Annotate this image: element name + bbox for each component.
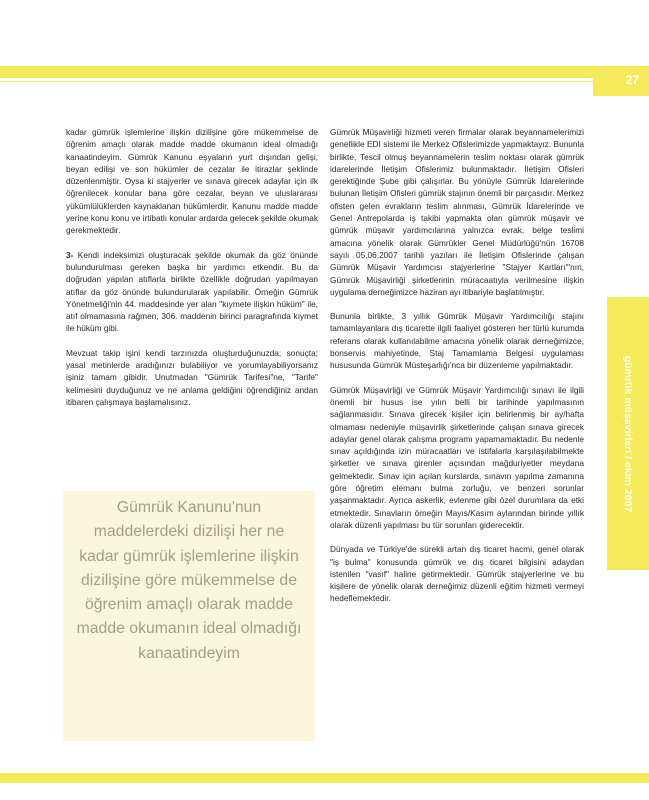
top-yellow-rule xyxy=(0,81,649,82)
pullquote-text: Gümrük Kanunu'nun maddelerdeki dizilişi her ne kadar gümrük işlemlerine ilişkin dizilişine göre mükemmelse de öğrenim amaçlı olarak madde madde okumanın ideal olmadığı kanaatindeyim xyxy=(76,499,302,662)
list-number: 3- xyxy=(66,249,74,260)
left-paragraph-2-text: Kendi indeksimizi oluşturacak şekilde okumak da göz önünde bulundurulması gereken başka bir yardımcı etkendir. Bu da doğrudan yapılan atıflarla birlikte özellikle doğrudan yapılmayan atıflar da göz önünde bulundurularak yapılabilir. Örneğin Gümrük Yönetmeliği'nin 44. maddesinde yer alan "kıymete ilişkin hüküm" ile, atıf olmamasına rağmen, 306. maddenin birinci paragrafında kıymet ile hüküm gibi. xyxy=(66,249,318,334)
top-yellow-band xyxy=(0,66,649,78)
page-number-box xyxy=(593,70,649,96)
pullquote-box xyxy=(63,491,315,741)
side-tab xyxy=(607,297,649,570)
right-column xyxy=(330,126,584,617)
right-paragraph-3: Gümrük Müşavirliği ve Gümrük Müşavir Yardımcılığı sınavı ile ilgili önemli bir husus ise yılın belli bir tarihinde yapılmasının sağlanmasıdır. Sınava girecek kişiler için belirlenmiş bir ay/hafta olmaması nedeniyle müşavirlik şirketlerinde çalışan sınava girecek adaylar genel olarak çalışma programı yapamamaktadır. Bu nedenle sınav açıldığında izin müracaatları ve istifalarla karşılaşılabilmekte şirketler ve sınava girenler açısından mağduriyetler meydana gelmektedir. Sınav için açılan kurslarda, sınavın yapılma zamanına göre öğretim elemanı bulma zorluğu, ve benzeri sorunlar yaşanmaktadır. Ayrıca askerlik, evlenme gibi özel durumlara da etki etmektedir. Sınavların örneğin Mayıs/Kasım aylarından birinde yıllık olarak düzenli yapılması bu tür sorunları giderecektir. xyxy=(330,384,584,530)
left-paragraph-1: kadar gümrük işlemlerine ilişkin dizilişine göre mükemmelse de öğrenim amaçlı olarak madde madde okumanın ideal olmadığı kanaatindeyim. Gümrük Kanunu eşyaların yurt dışından gelişi, beyan edilişi ve son hükümler de cezalar ile itirazlar şeklinde düzenlenmiştir. Oysa ki stajyerler ve sınava girecek adaylar için ilk öğrenilecek konular bana göre cezalar, beyan ve uluslararası yükümlülüklerden kaynaklanan hükümlerdir. Kanunu madde madde yerine konu konu ve irtibatlı konular ardarda gelecek şekilde okumak gerekmektedir. xyxy=(66,127,318,236)
right-paragraph-1: Gümrük Müşavirliği hizmeti veren firmalar olarak beyannamelerimizi genellikle EDI sistemi ile Merkez Ofislerimizde yapmaktayız. Bununla birlikte, Tescil olmuş beyannamelerin teslim noktası olarak gümrük idarelerinde İletişim Ofislerimiz bulunmaktadır. İletişim Ofisleri gerektiğinde Şube gibi çalışırlar. Bu yönüyle Gümrük İdarelerinde bulunan İletişim Ofisleri gümrük stajının önemli bir parçasıdır. Merkez ofisten gelen evrakların teslim alınması, Gümrük İdarelerinde ve Genel Antrepolarda iş takibi yapmakta olan gümrük müşavir ve gümrük müşavir yardımcılarına yalnızca evrak, belge teslimi amacına yönelik olarak Gümrükler Genel Müdürlüğü'nün 16708 sayılı 05.06.2007 tarihli yazıları ile İletişim Ofislerinde çalışan Gümrük Müşavir Yardımcısı stajyerlerine "Stajyer Kartları"'nın, Gümrük Müşavirliği şirketlerinin müracaatıyla verilmesine ilişkin uygulama derneğimizce haziran ayı itibariyle başlatılmıştır. xyxy=(330,127,584,297)
right-paragraph-2: Bununla birlikte, 3 yıllık Gümrük Müşavir Yardımcılığı stajını tamamlayanlara dış ticarette ilgili faaliyet gösteren her türlü kurumda referans olarak kullanılabilme amacına yönelik olarak derneğimizce, bonservis mahiyetinde, Staj Tamamlama Belgesi uygulaması hususunda Gümrük Müsteşarlığı'nca bir düzenleme yapılmaktadır. xyxy=(330,311,584,371)
right-paragraph-4: Dünyada ve Türkiye'de sürekli artan dış ticaret hacmi, genel olarak "iş bulma" konusunda gümrük ve dış ticaret bilgisini adaydan istenilen "vasıf" haline getirmektedir. Gümrük stajyerlerine ve bu kişilere de yönelik olarak derneğimiz düzenli eğitim hizmeti vermeyi hedeflemektedir. xyxy=(330,544,584,604)
bottom-yellow-band xyxy=(0,773,649,783)
left-paragraph-2 xyxy=(66,249,318,335)
page-number: 27 xyxy=(625,73,639,87)
side-tab-text: gümrük müşavirleri / ekim 2007 xyxy=(622,355,634,512)
left-paragraph-3: Mevzuat takip işini kendi tarzınızda oluşturduğunuzda; sonuçta; yasal metinlerde aradığınızı bulabiliyor ve yorumlayabiliyorsanız işiniz tamam gibidir. Unutmadan "Gümrük Tarifesi"ne, "Tarife" kelimesini duyduğunuz ve ne anlama geldiğini öğrendiğiniz andan itibaren çalışmaya başlamalısınız. xyxy=(66,347,318,407)
left-column xyxy=(66,126,318,420)
